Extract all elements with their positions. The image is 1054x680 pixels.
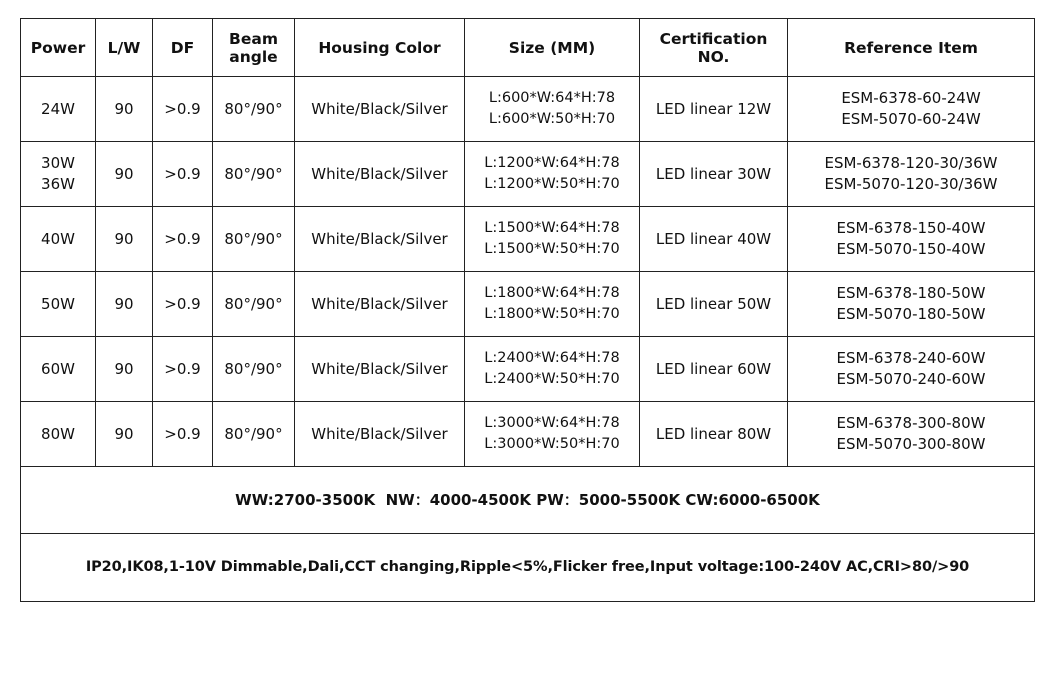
table-row [21,337,1035,402]
cell-power [21,272,96,337]
cell-power [21,77,96,142]
cell-power-line: 80W [41,424,75,443]
cell-df: >0.9 [153,142,213,207]
cell-beam: 80°/90° [213,142,295,207]
cell-ref [788,142,1035,207]
cell-color: White/Black/Silver [295,207,465,272]
cell-size [465,77,640,142]
cell-color: White/Black/Silver [295,142,465,207]
cell-ref-line: ESM-6378-300-80W [836,414,986,432]
cell-beam: 80°/90° [213,272,295,337]
cell-power [21,142,96,207]
cell-size [465,402,640,467]
header-power: Power [21,19,96,77]
cell-cert: LED linear 12W [640,77,788,142]
cell-size-line: L:1800*W:64*H:78 [484,285,620,301]
cell-df: >0.9 [153,402,213,467]
header-row [21,19,1035,77]
cell-ref-line: ESM-6378-60-24W [841,89,981,107]
cell-lw: 90 [96,142,153,207]
cell-beam: 80°/90° [213,207,295,272]
cell-cert: LED linear 30W [640,142,788,207]
cell-power-line: 24W [41,99,75,118]
cell-size-line: L:1200*W:50*H:70 [484,176,620,192]
header-df: DF [153,19,213,77]
cell-size [465,337,640,402]
cell-df: >0.9 [153,337,213,402]
cell-ref-line: ESM-5070-120-30/36W [824,175,998,193]
cell-ref [788,402,1035,467]
table-row [21,272,1035,337]
header-reference-item: Reference Item [788,19,1035,77]
cell-size-line: L:600*W:64*H:78 [488,90,616,106]
cell-ref [788,272,1035,337]
cell-ref-line: ESM-5070-300-80W [836,435,986,453]
cell-lw: 90 [96,207,153,272]
cell-lw: 90 [96,77,153,142]
cell-ref [788,337,1035,402]
table-row [21,207,1035,272]
cell-lw: 90 [96,272,153,337]
cell-ref-line: ESM-6378-240-60W [836,349,986,367]
cell-ref [788,77,1035,142]
cell-power-line: 36W [41,175,75,193]
cell-power-line: 50W [41,294,75,313]
cell-cert: LED linear 60W [640,337,788,402]
header-certification: Certification NO. [640,19,788,77]
cell-ref-line: ESM-5070-60-24W [841,110,981,128]
cell-power-line: 30W [41,154,75,172]
cell-color: White/Black/Silver [295,337,465,402]
cell-size-line: L:1200*W:64*H:78 [484,155,620,171]
cell-size-line: L:2400*W:50*H:70 [484,371,620,387]
cell-size [465,142,640,207]
cell-cert: LED linear 80W [640,402,788,467]
cell-size-line: L:2400*W:64*H:78 [484,350,620,366]
cell-power-line: 40W [41,229,75,248]
cell-beam: 80°/90° [213,402,295,467]
cell-ref-line: ESM-5070-240-60W [836,370,986,388]
table-row [21,142,1035,207]
spec-table-container [20,18,1034,602]
cell-ref-line: ESM-5070-180-50W [836,305,986,323]
table-row [21,402,1035,467]
cell-beam: 80°/90° [213,77,295,142]
header-housing-color: Housing Color [295,19,465,77]
table-row [21,77,1035,142]
cell-size-line: L:600*W:50*H:70 [488,111,616,127]
cell-cert: LED linear 50W [640,272,788,337]
cell-beam: 80°/90° [213,337,295,402]
cell-size [465,207,640,272]
cell-df: >0.9 [153,272,213,337]
cell-ref [788,207,1035,272]
cell-df: >0.9 [153,207,213,272]
cell-size [465,272,640,337]
cell-size-line: L:3000*W:64*H:78 [484,415,620,431]
cell-power [21,402,96,467]
cell-df: >0.9 [153,77,213,142]
header-lw: L/W [96,19,153,77]
cell-ref-line: ESM-6378-120-30/36W [824,154,998,172]
features-footer: IP20,IK08,1-10V Dimmable,Dali,CCT changing,Ripple<5%,Flicker free,Input voltage:100-240V AC,CRI>80/>90 [21,534,1035,602]
cell-size-line: L:1500*W:64*H:78 [484,220,620,236]
cell-ref-line: ESM-5070-150-40W [836,240,986,258]
header-size: Size (MM) [465,19,640,77]
cell-size-line: L:1800*W:50*H:70 [484,306,620,322]
spec-table [20,18,1035,602]
cell-power [21,207,96,272]
cell-color: White/Black/Silver [295,272,465,337]
cell-lw: 90 [96,402,153,467]
cell-power-line: 60W [41,359,75,378]
cct-footer-row [21,467,1035,534]
cell-size-line: L:1500*W:50*H:70 [484,241,620,257]
cell-power [21,337,96,402]
features-footer-row [21,534,1035,602]
cell-color: White/Black/Silver [295,402,465,467]
cell-lw: 90 [96,337,153,402]
cell-ref-line: ESM-6378-150-40W [836,219,986,237]
cell-ref-line: ESM-6378-180-50W [836,284,986,302]
cct-footer: WW:2700-3500K NW：4000-4500K PW：5000-5500K CW:6000-6500K [21,467,1035,534]
header-beam-angle-text: Beam angle [229,29,278,66]
header-beam-angle [213,19,295,77]
cell-size-line: L:3000*W:50*H:70 [484,436,620,452]
cell-cert: LED linear 40W [640,207,788,272]
cell-color: White/Black/Silver [295,77,465,142]
